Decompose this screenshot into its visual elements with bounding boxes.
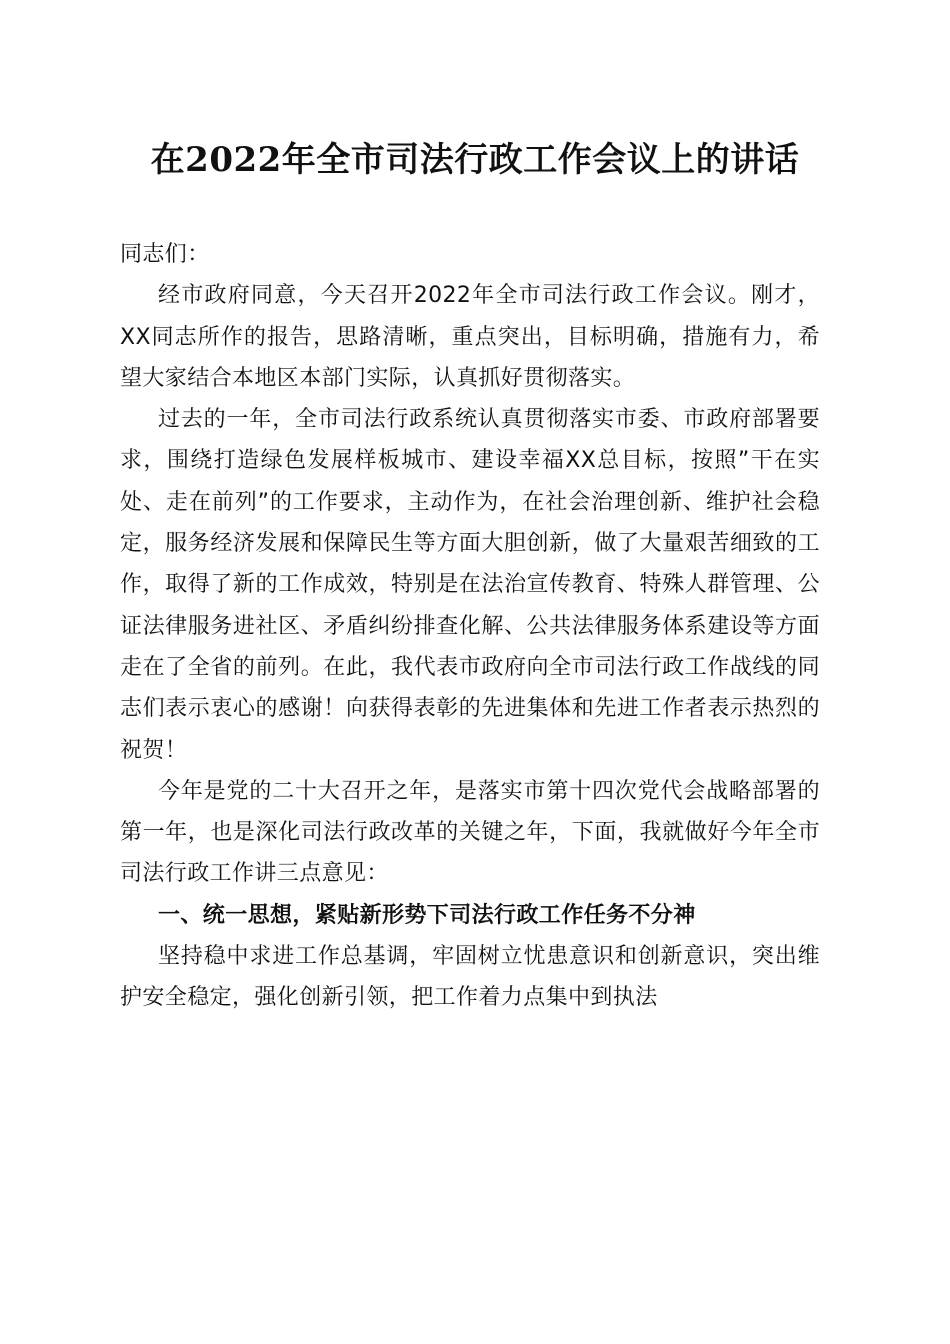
- document-body: [120, 234, 820, 1019]
- document-title: 在2022年全市司法行政工作会议上的讲话: [150, 140, 800, 180]
- body-paragraph: 经市政府同意，今天召开2022年全市司法行政工作会议。刚才，XX同志所作的报告，思路清晰，重点突出，目标明确，措施有力，希望大家结合本地区本部门实际，认真抓好贯彻落实。: [120, 283, 820, 391]
- body-paragraph: 过去的一年，全市司法行政系统认真贯彻落实市委、市政府部署要求，围绕打造绿色发展样板城市、建设幸福XX总目标，按照”干在实处、走在前列”的工作要求，主动作为，在社会治理创新、维护社会稳定，服务经济发展和保障民生等方面大胆创新，做了大量艰苦细致的工作，取得了新的工作成效，特别是在法治宣传教育、特殊人群管理、公证法律服务进社区、矛盾纠纷排查化解、公共法律服务体系建设等方面走在了全省的前列。在此，我代表市政府向全市司法行政工作战线的同志们表示衷心的感谢！向获得表彰的先进集体和先进工作者表示热烈的祝贺！: [120, 407, 820, 763]
- section-paragraph: 坚持稳中求进工作总基调，牢固树立忧患意识和创新意识，突出维护安全稳定，强化创新引领，把工作着力点集中到执法: [120, 944, 820, 1011]
- salutation: 同志们：: [120, 242, 210, 267]
- body-paragraph: 今年是党的二十大召开之年，是落实市第十四次党代会战略部署的第一年，也是深化司法行政改革的关键之年，下面，我就做好今年全市司法行政工作讲三点意见：: [120, 778, 820, 887]
- section-heading: 一、统一思想，紧贴新形势下司法行政工作任务不分神: [158, 902, 696, 928]
